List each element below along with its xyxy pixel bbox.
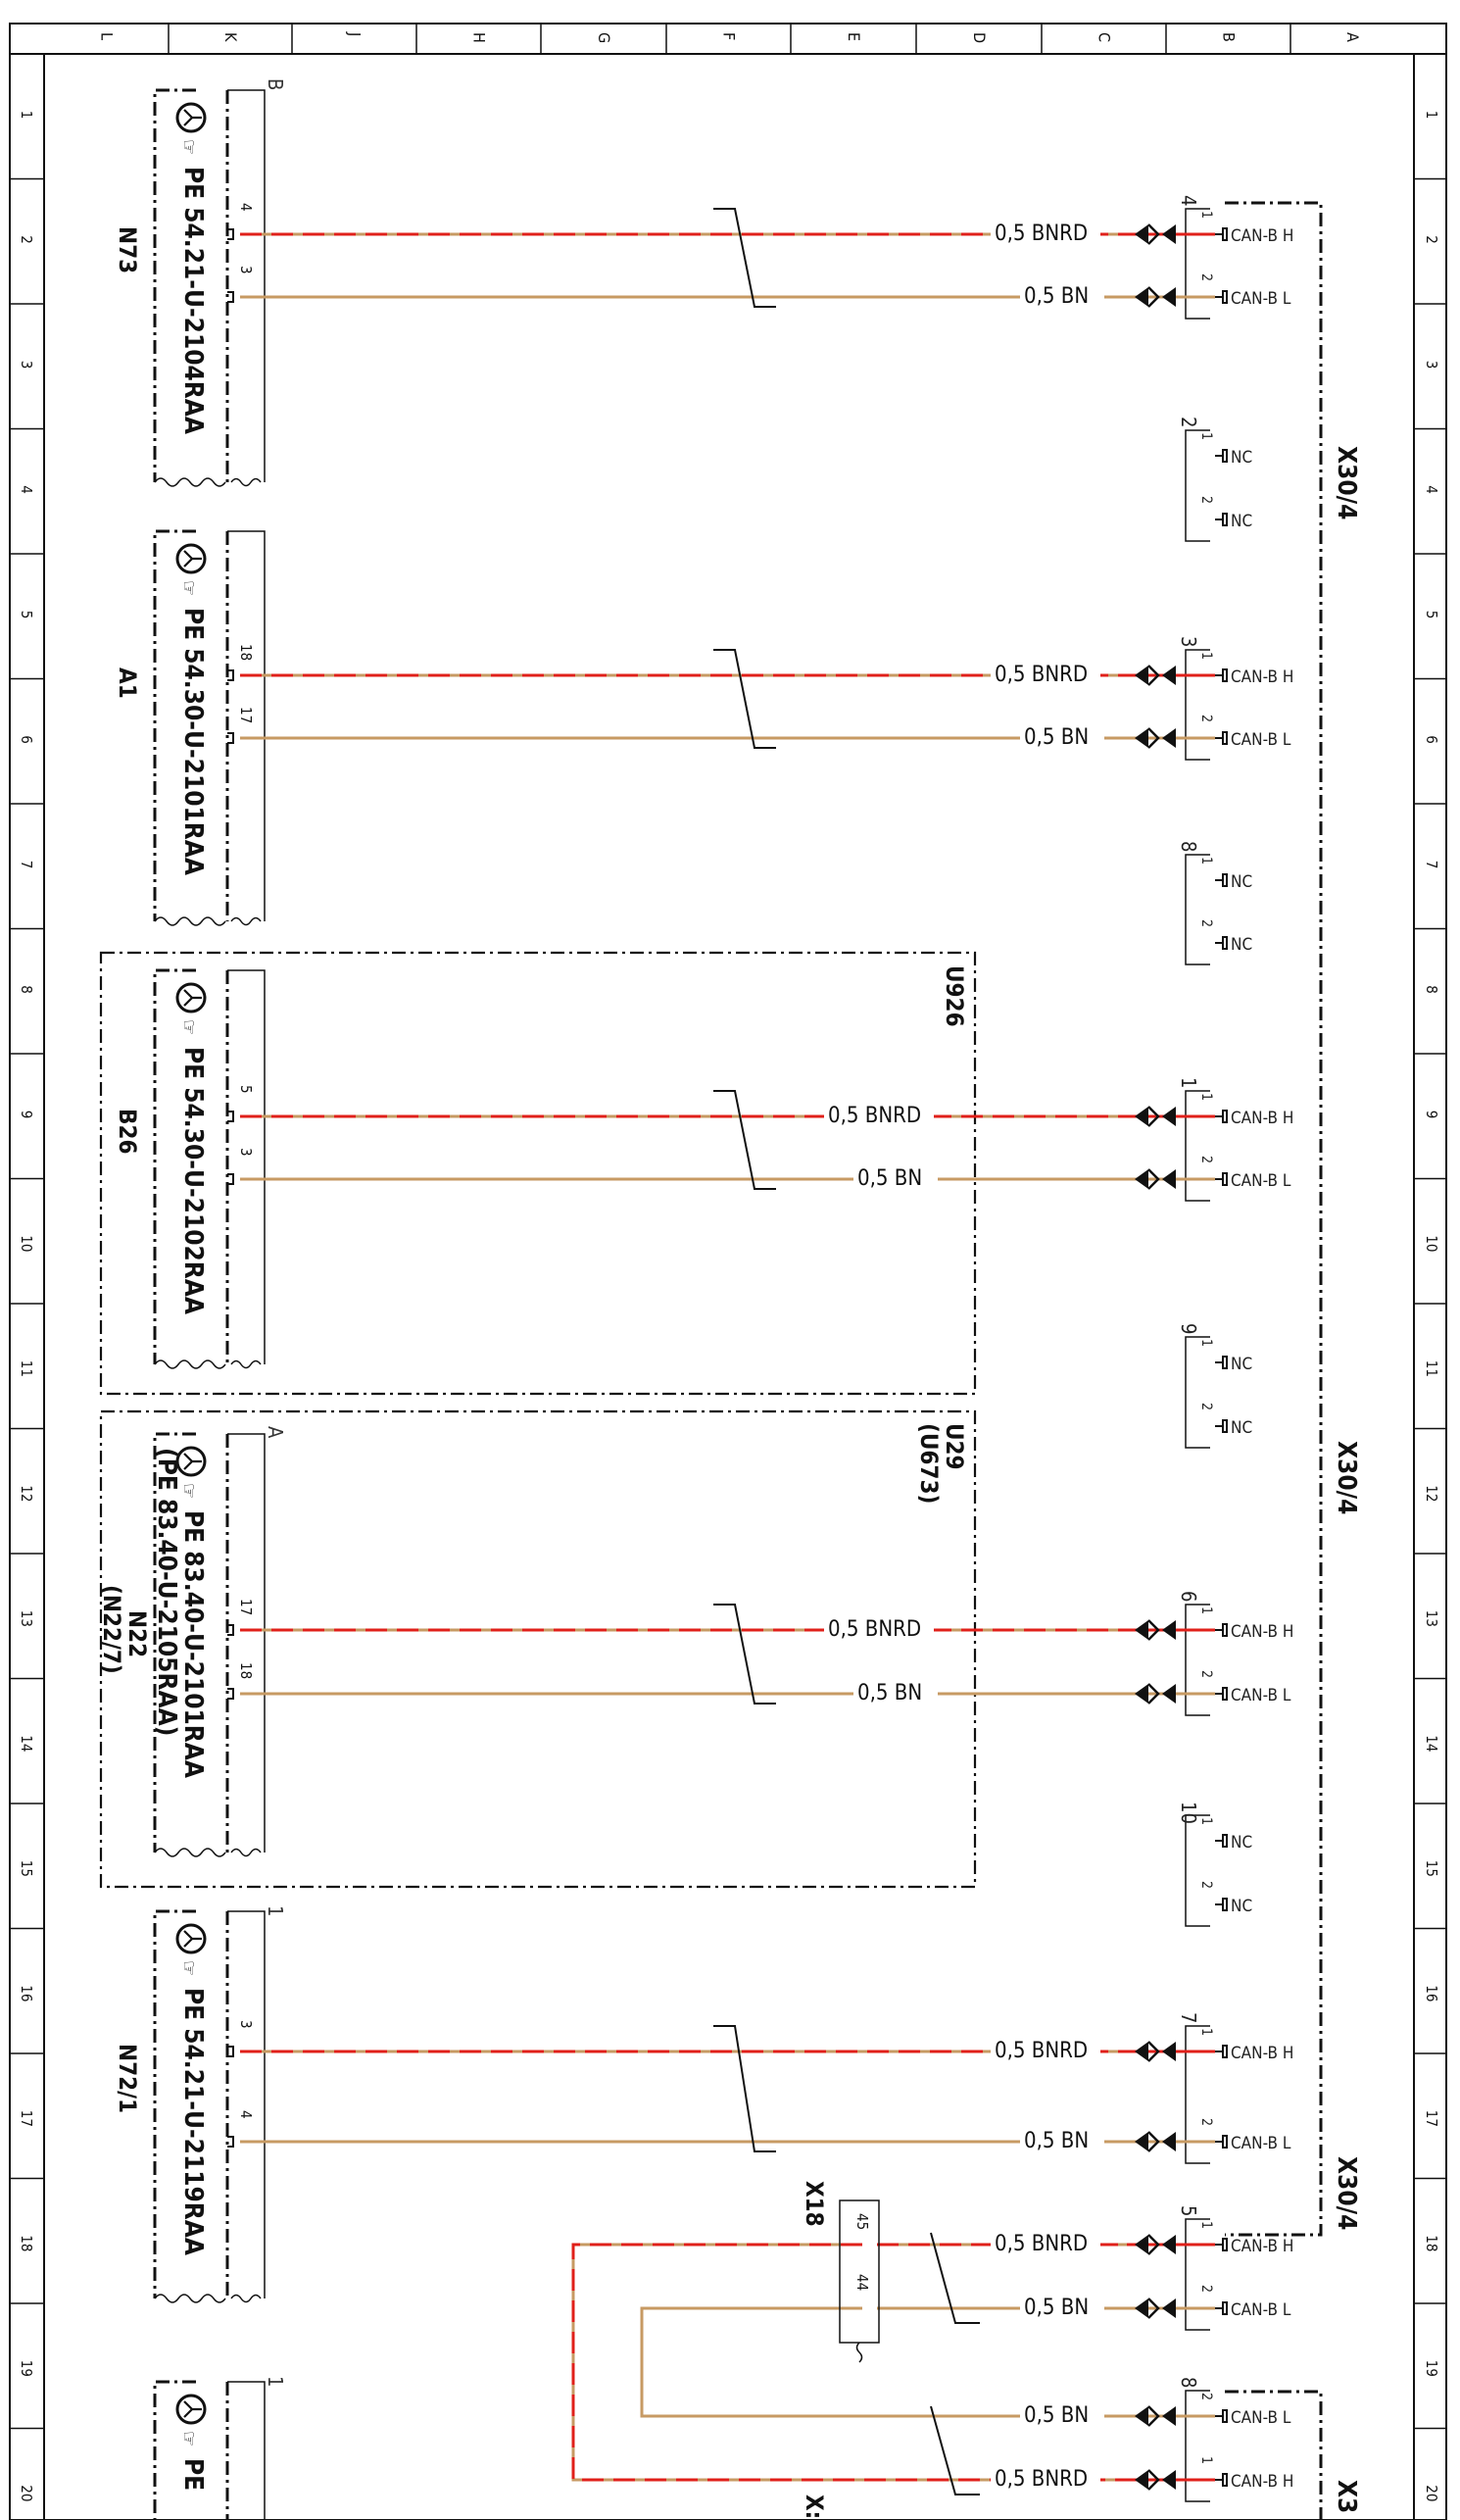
connector-position: 4 — [1177, 195, 1200, 207]
wire-label-can-h: 0,5 BNRD — [995, 2232, 1089, 2256]
column-letter: E — [845, 32, 863, 42]
connector-arrow-icon — [1162, 1620, 1176, 1640]
connector-pin-number: 1 — [1198, 2221, 1214, 2230]
module-pin-strip — [227, 1911, 265, 2298]
module-break — [231, 479, 261, 486]
module-break — [155, 2295, 225, 2302]
module-name: N22 — [123, 1610, 151, 1658]
connector-signal-label: CAN-B L — [1231, 1686, 1291, 1705]
row-number-left: 19 — [18, 2359, 35, 2377]
connector-arrow-icon — [1162, 2132, 1176, 2151]
transistor-icon — [184, 551, 202, 567]
connector-arrow-icon — [1162, 1107, 1176, 1126]
row-number-left: 13 — [18, 1609, 35, 1627]
transistor-icon — [184, 2401, 202, 2417]
wire-label-can-l: 0,5 BN — [1024, 2296, 1090, 2320]
row-number-right: 3 — [1423, 360, 1440, 370]
connector-name-3: X30/4 — [1332, 2156, 1361, 2231]
row-number-right: 20 — [1423, 2485, 1440, 2502]
wire-can-l — [642, 2308, 1127, 2416]
connector-pin-number: 1 — [1198, 211, 1214, 220]
twisted-pair-icon — [713, 650, 776, 748]
pin-terminal-icon — [1215, 1357, 1227, 1368]
pin-terminal-icon — [1215, 450, 1227, 462]
connector-position: 8 — [1177, 841, 1200, 853]
pin-terminal-icon — [1215, 2474, 1227, 2486]
connector-signal-label: CAN-B H — [1231, 1109, 1294, 1128]
connector-signal-label: CAN-B H — [1231, 667, 1294, 687]
connector-pin-number: 2 — [1198, 496, 1214, 505]
row-number-left: 8 — [18, 985, 35, 994]
group-label-u926: U926 — [941, 965, 968, 1027]
connector-pin-number: 1 — [1198, 2456, 1214, 2465]
module-n72_1 — [114, 1905, 287, 2302]
column-letter: H — [469, 32, 489, 43]
connector-pin-number: 1 — [1198, 2028, 1214, 2037]
module-outline — [155, 2382, 196, 2520]
row-number-right: 12 — [1423, 1485, 1440, 1503]
module-tag: B — [264, 78, 287, 91]
connector-signal-label: CAN-B H — [1231, 226, 1294, 246]
twisted-pair-icon — [713, 1605, 776, 1704]
column-letter: C — [1095, 32, 1114, 43]
connector-housing — [1186, 1815, 1210, 1926]
row-number-right: 15 — [1423, 1859, 1440, 1877]
module-tag: 1 — [264, 1905, 287, 1917]
module-break — [231, 1850, 261, 1856]
pin-terminal-icon — [1215, 732, 1227, 744]
pin-terminal-icon — [1215, 2046, 1227, 2057]
connector-name-1: X30/4 — [1332, 446, 1361, 520]
connector-arrow-icon — [1162, 287, 1176, 307]
connector-pin-number: 2 — [1198, 919, 1214, 928]
module-bottom — [155, 2376, 287, 2520]
connector-signal-label: CAN-B L — [1231, 2300, 1291, 2320]
group-label-u29: U29 — [941, 1423, 968, 1470]
connector-arrow-icon — [1162, 224, 1176, 244]
row-number-left: 12 — [18, 1485, 35, 1503]
column-letter: K — [221, 32, 240, 42]
pin-terminal-icon — [1215, 1899, 1227, 1910]
connector-arrow-icon — [1135, 666, 1148, 685]
module-tag: A — [264, 1426, 287, 1439]
connector-arrow-icon — [1135, 1107, 1148, 1126]
wire-can-h — [573, 2245, 1127, 2480]
row-number-right: 8 — [1423, 985, 1440, 994]
module-break — [155, 1849, 225, 1856]
module-name: A1 — [114, 667, 141, 699]
row-number-right: 16 — [1423, 1985, 1440, 2002]
row-number-right: 18 — [1423, 2235, 1440, 2252]
connector-position: 2 — [1177, 417, 1200, 428]
module-pin-number: 3 — [237, 266, 255, 274]
row-number-left: 11 — [18, 1359, 35, 1377]
wire-label-can-l: 0,5 BN — [1024, 284, 1090, 309]
connector-pin-number: 1 — [1198, 1817, 1214, 1826]
pin-terminal-icon — [1215, 937, 1227, 949]
pin-terminal-icon — [1215, 1624, 1227, 1636]
connector-name-partial: X3 — [1332, 2480, 1361, 2514]
connector-arrow-icon — [1162, 2298, 1176, 2318]
column-letter: D — [970, 32, 989, 44]
pin-terminal-icon — [1215, 1688, 1227, 1700]
module-pin-number: 4 — [237, 203, 255, 212]
pin-terminal-icon — [1215, 1111, 1227, 1122]
row-number-right: 4 — [1423, 485, 1440, 494]
module-pin-strip — [227, 1434, 265, 1853]
column-letter: A — [1343, 32, 1362, 42]
connector-pin-number: 1 — [1198, 1339, 1214, 1348]
connector-arrow-icon — [1162, 2470, 1176, 2490]
connector-signal-label: CAN-B L — [1231, 289, 1291, 309]
row-number-left: 9 — [18, 1110, 35, 1119]
connector-position: 10 — [1177, 1802, 1200, 1824]
transistor-icon — [184, 1931, 202, 1947]
module-reference: PE 54.21-U-2119RAA — [178, 1988, 208, 2255]
wire-label-can-h: 0,5 BNRD — [995, 222, 1089, 246]
connector-signal-label: CAN-B H — [1231, 1622, 1294, 1642]
column-ruler — [98, 24, 1363, 54]
wire-label-can-l: 0,5 BN — [1024, 2129, 1090, 2153]
row-number-left: 6 — [18, 735, 35, 744]
column-letter: F — [719, 32, 739, 41]
x18-connector — [801, 2181, 879, 2519]
connector-arrow-icon — [1135, 287, 1148, 307]
module-b26 — [114, 970, 265, 1368]
connector-housing — [1186, 209, 1210, 319]
connector-position: 9 — [1177, 1323, 1200, 1335]
module-reference: PE 54.21-U-2104RAA — [178, 167, 208, 434]
connector-arrow-icon — [1135, 2406, 1148, 2426]
connector-pin-number: 1 — [1198, 652, 1214, 661]
column-letter: J — [345, 32, 365, 37]
connector-housing — [1186, 2219, 1210, 2330]
connector-housing — [1186, 855, 1210, 964]
pin-terminal-icon — [1215, 2136, 1227, 2148]
module-reference: PE — [178, 2458, 208, 2492]
connector-signal-label: CAN-B H — [1231, 2044, 1294, 2063]
x18-pin-45: 45 — [853, 2213, 871, 2231]
row-number-right: 10 — [1423, 1235, 1440, 1253]
connector-signal-label: CAN-B L — [1231, 730, 1291, 750]
connector-pin-number: 1 — [1198, 1093, 1214, 1102]
connector-arrow-icon — [1135, 1169, 1148, 1189]
wire-can-h — [573, 2245, 1127, 2480]
hand-pointer-icon: ☞ — [177, 139, 201, 156]
row-number-left: 14 — [18, 1735, 35, 1753]
pin-terminal-icon — [1215, 669, 1227, 681]
connector-pin-number: 2 — [1198, 2118, 1214, 2127]
hand-pointer-icon: ☞ — [177, 1483, 201, 1500]
connector-arrow-icon — [1135, 2132, 1148, 2151]
row-number-left: 3 — [18, 360, 35, 370]
modules-layer — [98, 78, 287, 2520]
connector-position: 6 — [1177, 1591, 1200, 1603]
row-number-left: 20 — [18, 2485, 35, 2502]
connector-housing — [1186, 650, 1210, 760]
transistor-icon — [184, 1454, 202, 1469]
connector-pin-number: 2 — [1198, 2285, 1214, 2294]
pin-terminal-icon — [1215, 2239, 1227, 2250]
hand-pointer-icon: ☞ — [177, 1960, 201, 1977]
hand-pointer-icon: ☞ — [177, 2431, 201, 2447]
connector-signal-label: CAN-B L — [1231, 1171, 1291, 1191]
connector-housing — [1186, 1091, 1210, 1201]
column-letter: G — [595, 32, 613, 44]
row-number-right: 19 — [1423, 2359, 1440, 2377]
pin-terminal-icon — [1215, 228, 1227, 240]
connector-layer — [1127, 195, 1293, 2501]
row-number-left: 2 — [18, 235, 35, 244]
connector-signal-label: NC — [1231, 512, 1253, 531]
connector-signal-label: NC — [1231, 448, 1253, 468]
x18-pin-44: 44 — [853, 2274, 871, 2292]
pin-terminal-icon — [1215, 291, 1227, 303]
connector-arrow-icon — [1135, 1620, 1148, 1640]
row-number-right: 14 — [1423, 1735, 1440, 1753]
pin-terminal-icon — [1215, 2410, 1227, 2422]
module-reference: PE 83.40-U-2101RAA — [178, 1510, 208, 1778]
module-pin-number: 5 — [237, 1085, 255, 1094]
module-name: N73 — [114, 226, 141, 274]
connector-housing — [1186, 1337, 1210, 1448]
connector-pin-number: 2 — [1198, 2393, 1214, 2401]
connector-housing — [1186, 2391, 1210, 2501]
connector-pin-number: 2 — [1198, 1881, 1214, 1890]
connector-pin-number: 2 — [1198, 273, 1214, 282]
module-pin-number: 3 — [237, 1148, 255, 1157]
row-number-right: 1 — [1423, 110, 1440, 120]
connector-signal-label: NC — [1231, 1897, 1253, 1916]
connector-pin-number: 2 — [1198, 1670, 1214, 1679]
connector-signal-label: CAN-B L — [1231, 2134, 1291, 2153]
wire-label-can-l: 0,5 BN — [1024, 2403, 1090, 2428]
row-number-right: 7 — [1423, 860, 1440, 869]
connector-signal-label: NC — [1231, 872, 1253, 892]
module-break — [155, 478, 225, 486]
connector-position: 5 — [1177, 2205, 1200, 2217]
row-number-left: 10 — [18, 1235, 35, 1253]
connector-pin-number: 1 — [1198, 1606, 1214, 1615]
pin-terminal-icon — [1215, 1173, 1227, 1185]
connector-housing — [1186, 430, 1210, 541]
wire-label-can-h: 0,5 BNRD — [828, 1617, 922, 1642]
connector-signal-label: CAN-B H — [1231, 2237, 1294, 2256]
row-number-left: 16 — [18, 1985, 35, 2002]
module-break — [231, 918, 261, 925]
twisted-pair-icon — [713, 1091, 776, 1189]
row-number-right: 9 — [1423, 1110, 1440, 1119]
x18-label: X18 — [801, 2181, 828, 2227]
connector-arrow-icon — [1162, 1169, 1176, 1189]
pin-terminal-icon — [1215, 1835, 1227, 1847]
module-n73 — [114, 78, 287, 486]
module-reference-alt: (PE 83.40-U-2105RAA) — [152, 1448, 181, 1737]
module-pin-strip — [227, 2382, 265, 2520]
module-pin-strip — [227, 531, 265, 921]
connector-arrow-icon — [1162, 2235, 1176, 2254]
wire-label-can-h: 0,5 BNRD — [995, 663, 1089, 687]
module-pin-number: 18 — [237, 644, 255, 662]
connector-arrow-icon — [1135, 2298, 1148, 2318]
wires-layer — [240, 209, 1127, 2495]
hand-pointer-icon: ☞ — [177, 580, 201, 597]
module-break — [155, 1360, 225, 1368]
module-break — [231, 2296, 261, 2302]
wire-label-can-l: 0,5 BN — [857, 1681, 923, 1705]
wire-label-can-h: 0,5 BNRD — [828, 1104, 922, 1128]
x18-break — [857, 2343, 862, 2362]
wire-label-can-l: 0,5 BN — [857, 1166, 923, 1191]
connector-arrow-icon — [1162, 2406, 1176, 2426]
pin-terminal-icon — [1215, 1420, 1227, 1432]
wire-label-can-h: 0,5 BNRD — [995, 2467, 1089, 2492]
module-pin-number: 4 — [237, 2110, 255, 2119]
module-pin-number: 17 — [237, 707, 255, 724]
row-number-right: 11 — [1423, 1359, 1440, 1377]
connector-arrow-icon — [1135, 728, 1148, 748]
row-number-left: 17 — [18, 2109, 35, 2127]
row-number-right: 5 — [1423, 610, 1440, 619]
module-pin-number: 3 — [237, 2020, 255, 2029]
row-number-right: 6 — [1423, 735, 1440, 744]
column-letter: L — [97, 32, 117, 41]
module-pin-strip — [227, 90, 265, 482]
module-name: B26 — [114, 1109, 141, 1155]
connector-arrow-icon — [1162, 728, 1176, 748]
row-number-right: 2 — [1423, 235, 1440, 244]
group-box-u29 — [101, 1411, 975, 1887]
row-number-right: 13 — [1423, 1609, 1440, 1627]
connector-pin-number: 1 — [1198, 432, 1214, 441]
connector-pin-number: 2 — [1198, 1156, 1214, 1164]
row-number-right: 17 — [1423, 2109, 1440, 2127]
connector-arrow-icon — [1162, 1684, 1176, 1704]
module-reference: PE 54.30-U-2102RAA — [178, 1047, 208, 1314]
connector-signal-label: NC — [1231, 1833, 1253, 1853]
connector-arrow-icon — [1135, 2042, 1148, 2061]
row-number-left: 1 — [18, 110, 35, 120]
row-number-left: 18 — [18, 2235, 35, 2252]
connector-name-2: X30/4 — [1332, 1441, 1361, 1515]
connector-arrow-icon — [1162, 2042, 1176, 2061]
pin-terminal-icon — [1215, 2302, 1227, 2314]
module-name-alt: (N22/7) — [98, 1585, 125, 1674]
connector-pin-number: 1 — [1198, 857, 1214, 865]
connector-arrow-icon — [1135, 2470, 1148, 2490]
connector-arrow-icon — [1162, 666, 1176, 685]
connector-signal-label: NC — [1231, 1418, 1253, 1438]
column-letter: B — [1219, 32, 1239, 42]
connector-pin-number: 2 — [1198, 1403, 1214, 1411]
connector-signal-label: NC — [1231, 1355, 1253, 1374]
transistor-icon — [184, 110, 202, 125]
module-break — [231, 1361, 261, 1368]
module-pin-number: 17 — [237, 1599, 255, 1616]
row-number-left: 7 — [18, 860, 35, 869]
row-number-left: 5 — [18, 610, 35, 619]
pin-terminal-icon — [1215, 874, 1227, 886]
twisted-pair-icon — [713, 209, 776, 307]
connector-arrow-icon — [1135, 2235, 1148, 2254]
connector-housing — [1186, 1605, 1210, 1715]
connector-position: 8 — [1177, 2377, 1200, 2389]
connector-position: 7 — [1177, 2012, 1200, 2024]
connector-arrow-icon — [1135, 1684, 1148, 1704]
connector-signal-label: CAN-B L — [1231, 2408, 1291, 2428]
module-tag: 1 — [264, 2376, 287, 2388]
connector-pin-number: 2 — [1198, 715, 1214, 723]
row-number-left: 4 — [18, 485, 35, 494]
connector-arrow-icon — [1135, 224, 1148, 244]
wire-label-can-l: 0,5 BN — [1024, 725, 1090, 750]
connector-position: 1 — [1177, 1077, 1200, 1089]
module-reference: PE 54.30-U-2101RAA — [178, 608, 208, 875]
connector-position: 3 — [1177, 636, 1200, 648]
group-boxes — [101, 953, 975, 1887]
row-number-left: 15 — [18, 1859, 35, 1877]
hand-pointer-icon: ☞ — [177, 1019, 201, 1036]
transistor-icon — [184, 990, 202, 1006]
connector-signal-label: CAN-B H — [1231, 2472, 1294, 2492]
group-label-u673: (U673) — [915, 1423, 943, 1505]
module-name: N72/1 — [114, 2044, 141, 2114]
x18-partial-label: X: — [801, 2495, 828, 2520]
module-a1 — [114, 531, 265, 925]
twisted-pair-icon — [713, 2026, 776, 2151]
connector-signal-label: NC — [1231, 935, 1253, 955]
module-n22 — [98, 1426, 287, 1856]
pin-terminal-icon — [1215, 514, 1227, 525]
module-pin-number: 18 — [237, 1662, 255, 1680]
module-pin-strip — [227, 970, 265, 1364]
wire-label-can-h: 0,5 BNRD — [995, 2039, 1089, 2063]
module-break — [155, 917, 225, 925]
